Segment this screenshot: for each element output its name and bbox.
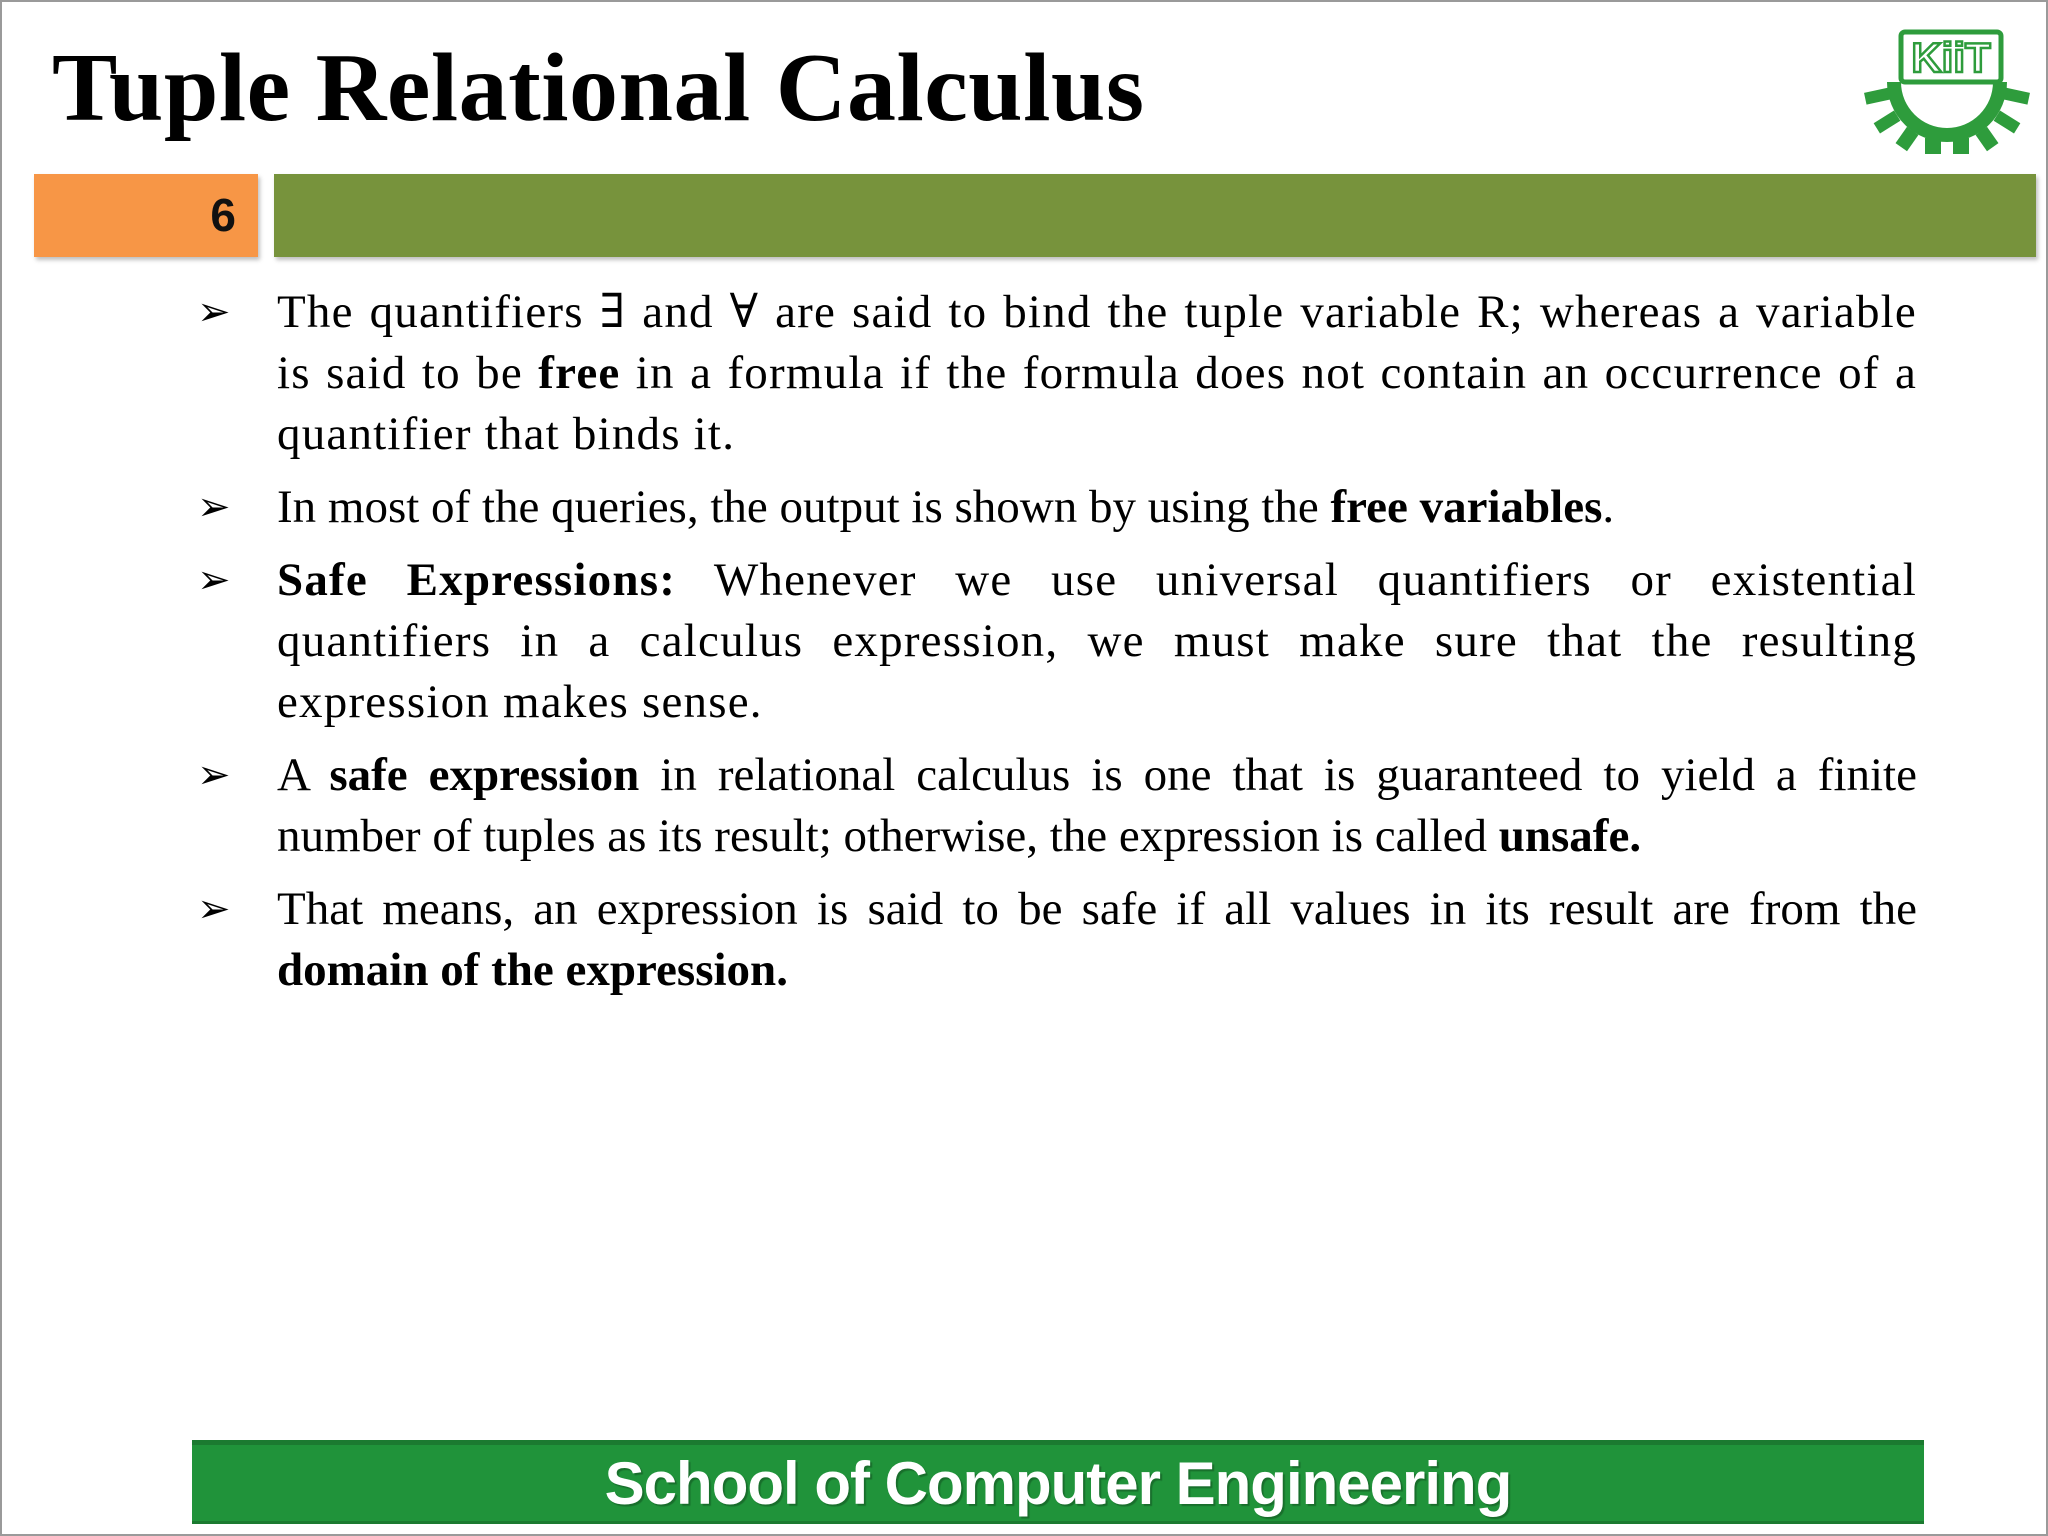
bullet-item: ➢ A safe expression in relational calculus is one that is guaranteed to yield a finite number of tuples as its result; otherwise, the expression is called unsafe. bbox=[197, 745, 1917, 867]
footer-text: School of Computer Engineering bbox=[604, 1449, 1512, 1517]
bullet-item: ➢ In most of the queries, the output is shown by using the free variables. bbox=[197, 477, 1917, 538]
arrowhead-bullet-icon: ➢ bbox=[197, 557, 232, 603]
slide-number-bar bbox=[34, 174, 258, 257]
arrowhead-bullet-icon: ➢ bbox=[197, 484, 231, 530]
arrowhead-bullet-icon: ➢ bbox=[197, 752, 231, 798]
slide-number: 6 bbox=[210, 189, 236, 241]
kiit-logo-text: KiiT bbox=[1911, 34, 1991, 81]
bullet-item: ➢ The quantifiers ∃ and ∀ are said to bind the tuple variable R; whereas a variable is said to be free in a formula if the formula does not contain an occurrence of a quantifier that binds it. bbox=[197, 282, 1917, 465]
arrowhead-bullet-icon: ➢ bbox=[197, 886, 231, 932]
kiit-logo bbox=[1857, 24, 2037, 154]
bullet-list bbox=[197, 282, 1917, 1013]
slide-title: Tuple Relational Calculus bbox=[52, 34, 1145, 142]
footer-banner bbox=[192, 1440, 1924, 1524]
header-green-bar bbox=[274, 174, 2036, 257]
bullet-item: ➢ That means, an expression is said to be safe if all values in its result are from the domain of the expression. bbox=[197, 879, 1917, 1001]
bullet-item: ➢ Safe Expressions: Whenever we use universal quantifiers or existential quantifiers in a calculus expression, we must make sure that the resulting expression makes sense. bbox=[197, 550, 1917, 733]
arrowhead-bullet-icon: ➢ bbox=[197, 289, 232, 335]
